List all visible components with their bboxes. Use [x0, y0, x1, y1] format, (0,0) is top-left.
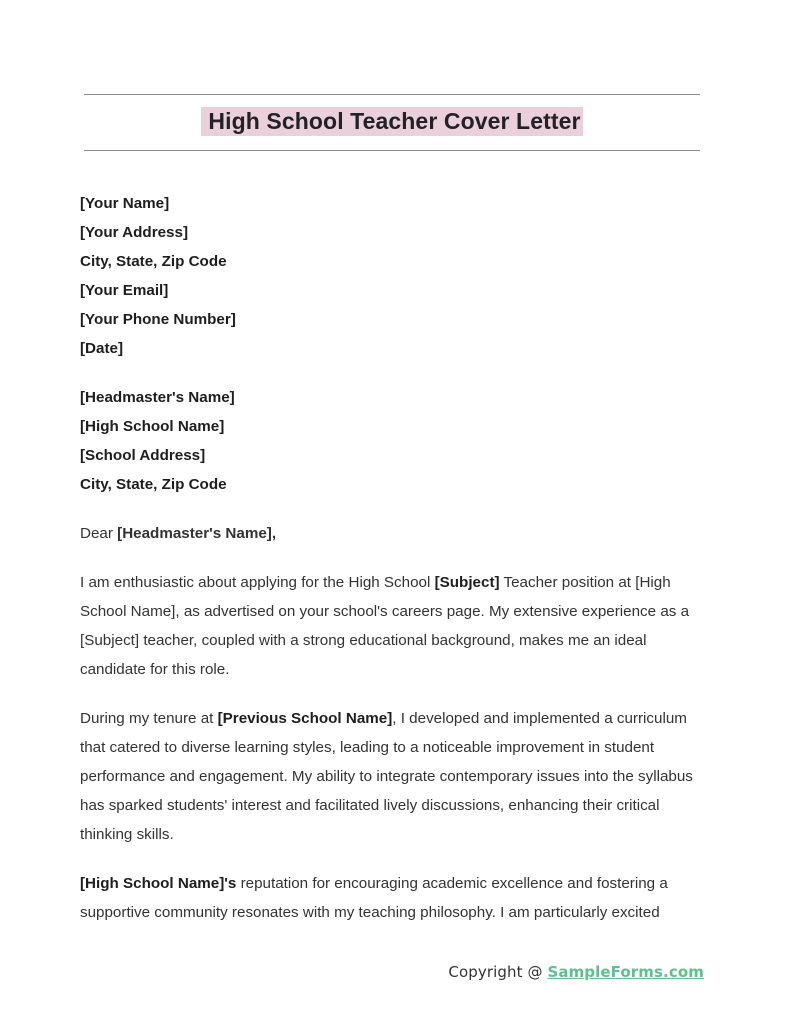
copyright-text: Copyright @ [448, 963, 548, 981]
paragraph-text: , I developed and implemented a curriculum that catered to diverse learning styles, leading to a noticeable improvement in student performance and engagement. My ability to integrate contemporary issues into the syllabus has sparked students' interest and facilitated lively discussions, enhancing their critical thinking skills. [80, 710, 693, 843]
sender-name: [Your Name] [80, 195, 170, 212]
page-title: High School Teacher Cover Letter [201, 107, 582, 136]
greeting [80, 519, 710, 548]
bottom-divider [84, 150, 700, 151]
recipient-address: [School Address] [80, 447, 206, 464]
paragraph-text: During my tenure at [80, 710, 218, 727]
recipient-school: [High School Name] [80, 418, 225, 435]
copyright-footer [448, 963, 704, 981]
paragraph-text: Teacher position at [High School Name], as advertised on your school's careers page. My extensive experience as a [Subject] teacher, coupled with a strong educational background, makes me an ideal candidate for this role. [80, 574, 690, 678]
title-container [0, 107, 784, 136]
sender-block [80, 189, 710, 363]
paragraph-bold-text: [High School Name]'s [80, 875, 237, 892]
paragraph-2 [80, 704, 710, 849]
letter-date: [Date] [80, 340, 124, 357]
sender-phone: [Your Phone Number] [80, 311, 236, 328]
recipient-block [80, 383, 710, 499]
letter-body [80, 189, 710, 947]
recipient-name: [Headmaster's Name] [80, 389, 235, 406]
sampleforms-link[interactable]: SampleForms.com [547, 963, 704, 981]
sender-email: [Your Email] [80, 282, 169, 299]
paragraph-1 [80, 568, 710, 684]
recipient-city-state-zip: City, State, Zip Code [80, 476, 227, 493]
sender-city-state-zip: City, State, Zip Code [80, 253, 227, 270]
paragraph-bold-text: [Previous School Name] [217, 710, 393, 727]
paragraph-text: reputation for encouraging academic excellence and fostering a supportive community resonates with my teaching philosophy. I am particularly excited [80, 875, 668, 921]
paragraph-bold-text: [Subject] [434, 574, 500, 591]
greeting-prefix: Dear [80, 525, 118, 542]
paragraph-3 [80, 869, 710, 927]
paragraph-text: I am enthusiastic about applying for the High School [80, 574, 435, 591]
sender-address: [Your Address] [80, 224, 189, 241]
top-divider [84, 94, 700, 95]
greeting-name: [Headmaster's Name], [117, 525, 277, 542]
